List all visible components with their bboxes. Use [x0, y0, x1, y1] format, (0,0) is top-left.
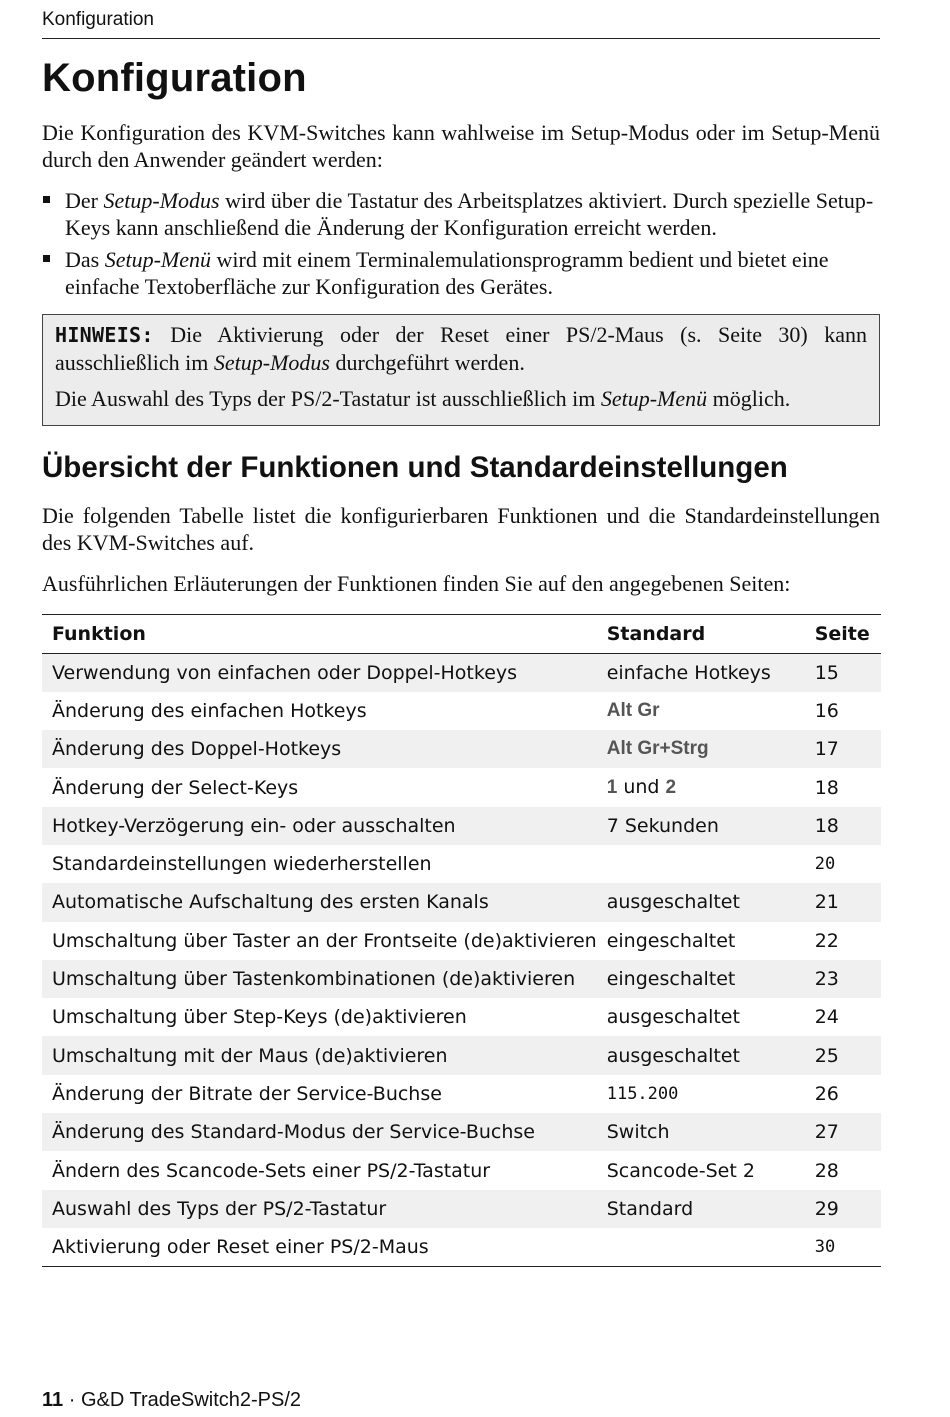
cell-page: 26	[814, 1082, 839, 1105]
cell-page: 27	[805, 1113, 881, 1151]
cell-page: 17	[805, 730, 881, 768]
cell-function: Änderung der Select-Keys	[52, 776, 299, 799]
cell-function: Ändern des Scancode-Sets einer PS/2-Tastatur	[52, 1159, 491, 1182]
note-line-1: HINWEIS: Die Aktivierung oder der Reset einer PS/2-Maus (s. Seite 30) kann ausschließlich im Setup-Modus durchgeführt werden.	[55, 322, 867, 375]
table-row	[42, 730, 881, 768]
cell-page: 20	[814, 854, 836, 875]
table-header-row	[42, 615, 881, 654]
cell-page: 29	[805, 1190, 881, 1228]
table-row	[42, 1228, 881, 1266]
cell-default	[597, 1228, 805, 1266]
cell-function: Änderung der Bitrate der Service-Buchse	[52, 1082, 442, 1105]
cell-function: Umschaltung über Tastenkombinationen (de)aktivieren	[42, 960, 597, 998]
square-bullet-icon	[43, 196, 50, 203]
cell-page: 18	[805, 807, 881, 845]
cell-default: ausgeschaltet	[606, 1006, 740, 1029]
header-rule	[42, 38, 880, 39]
cell-default: 115.200	[606, 1083, 679, 1104]
page-title: Konfiguration	[42, 56, 307, 100]
footer-separator: ·	[63, 1389, 81, 1411]
note-label: HINWEIS:	[55, 323, 154, 347]
cell-default: 7 Sekunden	[597, 807, 805, 845]
cell-default: einfache Hotkeys	[597, 654, 805, 692]
cell-default: eingeschaltet	[606, 929, 736, 952]
column-header-standard: Standard	[597, 615, 805, 654]
cell-default-key: Alt Gr+Strg	[597, 730, 805, 768]
cell-default: ausgeschaltet	[597, 883, 805, 921]
cell-page: 22	[814, 929, 839, 952]
intro-paragraph: Die Konfiguration des KVM-Switches kann wahlweise im Setup-Modus oder im Setup-Menü durch den Anwender geändert werden:	[42, 120, 880, 172]
term-setup-menu: Setup-Menü	[104, 247, 212, 272]
table-row	[42, 1151, 881, 1189]
table-row	[42, 922, 881, 960]
cell-page: 18	[814, 776, 839, 799]
cell-function: Umschaltung über Step-Keys (de)aktivieren	[52, 1006, 467, 1029]
running-head: Konfiguration	[42, 9, 154, 30]
key-2: 2	[665, 777, 677, 799]
cell-default: Switch	[597, 1113, 805, 1151]
cell-default: Standard	[597, 1190, 805, 1228]
table-row	[42, 1075, 881, 1113]
page-footer	[42, 1389, 301, 1412]
table-row	[42, 883, 881, 921]
term-setup-modus: Setup-Modus	[103, 188, 220, 213]
bullet-item-setup-modus: Der Setup-Modus wird über die Tastatur des Arbeitsplatzes aktiviert. Durch spezielle Setup-Keys kann anschließend die Änderung der Konfiguration erreicht werden.	[42, 187, 880, 241]
table-row	[42, 768, 881, 806]
section-heading: Übersicht der Funktionen und Standardeinstellungen	[42, 451, 788, 484]
cell-page: 30	[805, 1228, 881, 1266]
cell-page: 23	[805, 960, 881, 998]
bullet-list	[42, 187, 880, 305]
cell-function: Änderung des Doppel-Hotkeys	[42, 730, 597, 768]
note-box	[42, 314, 880, 426]
cell-page: 25	[805, 1036, 881, 1074]
table-row	[42, 1036, 881, 1074]
cell-default: 1 und 2	[606, 776, 677, 799]
product-name: G&D TradeSwitch2-PS/2	[80, 1389, 302, 1411]
cell-function: Hotkey-Verzögerung ein- oder ausschalten	[42, 807, 597, 845]
cell-function: Umschaltung über Taster an der Frontseite (de)aktivieren	[52, 929, 597, 952]
cell-page: 15	[805, 654, 881, 692]
cell-function: Aktivierung oder Reset einer PS/2-Maus	[42, 1228, 597, 1266]
cell-default	[597, 845, 805, 883]
functions-table	[42, 614, 881, 1267]
page-number: 11	[42, 1389, 64, 1411]
cell-page: 28	[814, 1159, 839, 1182]
cell-default-key: Alt Gr	[606, 699, 660, 721]
cell-function: Änderung des einfachen Hotkeys	[52, 699, 367, 722]
cell-function: Auswahl des Typs der PS/2-Tastatur	[42, 1190, 597, 1228]
cell-page: 21	[805, 883, 881, 921]
table-row	[42, 845, 881, 883]
cell-page: 16	[814, 699, 839, 722]
section-paragraph: Die folgenden Tabelle listet die konfigurierbaren Funktionen und die Standardeinstellungen des KVM-Switches auf.	[42, 503, 880, 555]
table-row	[42, 1113, 881, 1151]
cell-function: Automatische Aufschaltung des ersten Kanals	[42, 883, 597, 921]
table-row	[42, 960, 881, 998]
table-row	[42, 998, 881, 1036]
cell-function: Umschaltung mit der Maus (de)aktivieren	[42, 1036, 597, 1074]
column-header-funktion: Funktion	[42, 615, 597, 654]
square-bullet-icon	[43, 255, 50, 262]
key-1: 1	[606, 777, 618, 799]
cell-function: Standardeinstellungen wiederherstellen	[52, 853, 432, 876]
bullet-item-setup-menu: Das Setup-Menü wird mit einem Terminalemulationsprogramm bedient und bietet eine einfache Textoberfläche zur Konfiguration des Gerätes.	[42, 246, 880, 300]
table-row	[42, 692, 881, 730]
cell-page: 24	[814, 1006, 839, 1029]
cell-default: eingeschaltet	[597, 960, 805, 998]
section-paragraph-pages: Ausführlichen Erläuterungen der Funktionen finden Sie auf den angegebenen Seiten:	[42, 571, 791, 596]
table-row	[42, 1190, 881, 1228]
cell-default: Scancode-Set 2	[606, 1159, 755, 1182]
cell-default: ausgeschaltet	[597, 1036, 805, 1074]
column-header-seite: Seite	[805, 615, 881, 654]
cell-function: Änderung des Standard-Modus der Service-Buchse	[42, 1113, 597, 1151]
table-row	[42, 807, 881, 845]
table-row	[42, 654, 881, 692]
note-line-2: Die Auswahl des Typs der PS/2-Tastatur ist ausschließlich im Setup-Menü möglich.	[55, 386, 791, 411]
cell-function: Verwendung von einfachen oder Doppel-Hotkeys	[42, 654, 597, 692]
